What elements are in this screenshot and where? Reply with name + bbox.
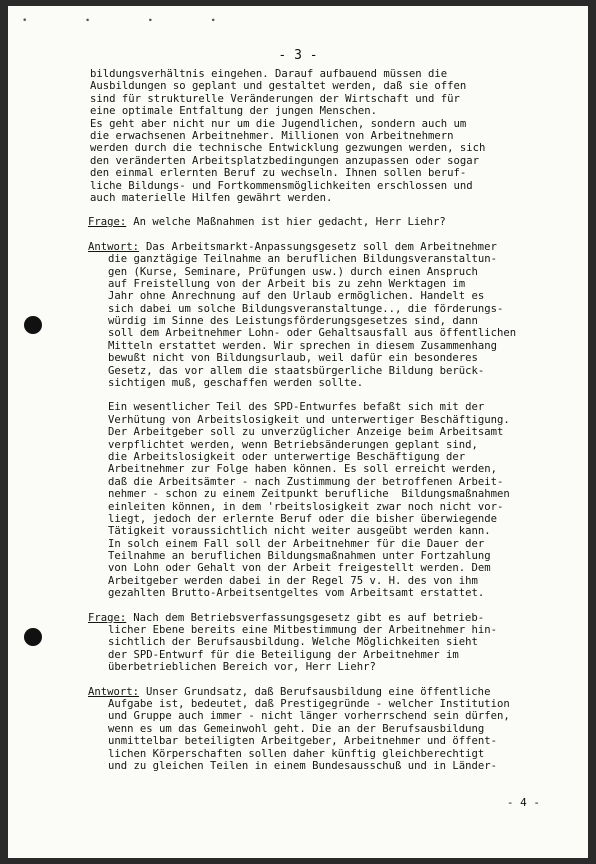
text-line: und Gruppe auch immer - nicht länger vorherrschend sein dürfen, [108, 710, 510, 723]
text-line: Ein wesentlicher Teil des SPD-Entwurfes befaßt sich mit der [108, 401, 485, 414]
text-line: sichtigen muß, geschaffen werden sollte. [108, 377, 364, 390]
answer-label: Antwort: [88, 685, 140, 698]
text-line: Gesetz, das vor allem die staatsbürgerliche Bildung berück- [108, 364, 485, 377]
text-line: Es geht aber nicht nur um die Jugendlichen, sondern auch um [90, 117, 467, 130]
text-line: von Lohn oder Gehalt von der Arbeit freigestellt werden. Dem [108, 562, 491, 575]
text-line: den einmal erlernten Beruf zu wechseln. Ihnen sollen beruf- [90, 167, 467, 180]
text-line: Mitteln erstattet werden. Wir sprechen in diesem Zusammenhang [108, 339, 498, 352]
text-line: Jahr ohne Anrechnung auf den Urlaub ermöglichen. Handelt es [108, 290, 485, 303]
text-line: unmittelbar beteiligten Arbeitgeber, Arbeitnehmer und öffent- [108, 735, 498, 748]
text-line: überbetrieblichen Bereich vor, Herr Liehr? [108, 661, 376, 674]
question-label: Frage: [88, 216, 127, 229]
text-line: bewußt nicht von Bildungsurlaub, weil dafür ein besonderes [108, 352, 478, 365]
text-line: liche Bildungs- und Fortkommensmöglichkeiten erschlossen und [90, 179, 473, 192]
text-line: wenn es um das Gemeinwohl geht. Die an der Berufsausbildung [108, 722, 485, 735]
next-page-number: - 4 - [506, 796, 540, 809]
text-line: gezahlten Brutto-Arbeitsentgeltes vom Arbeitsamt erstattet. [108, 587, 485, 600]
text-line: soll dem Arbeitnehmer Lohn- oder Gehaltsausfall aus öffentlichen [108, 327, 517, 340]
question-label: Frage: [88, 611, 127, 624]
text-line: Arbeitgeber werden dabei in der Regel 75 v. H. des von ihm [108, 574, 478, 587]
text-line: licher Ebene bereits eine Mitbestimmung der Arbeitnehmer hin- [108, 624, 498, 637]
answer-2 [88, 686, 590, 773]
document-page [8, 6, 588, 858]
answer-label: Antwort: [88, 240, 140, 253]
page-number: - 3 - [278, 48, 318, 63]
text-line: sichtlich der Berufsausbildung. Welche Möglichkeiten sieht [108, 636, 478, 649]
text-line: werden durch die technische Entwicklung gezwungen werden, sich [90, 142, 486, 155]
text-line: einleiten können, in dem 'rbeitslosigkeit zwar noch nicht vor- [108, 500, 504, 513]
registration-marks: • ∙ ∙ ∙ [22, 16, 242, 26]
text-line: Unser Grundsatz, daß Berufsausbildung eine öffentliche [146, 685, 491, 698]
text-line: In solch einem Fall soll der Arbeitnehmer für die Dauer der [108, 537, 485, 550]
body-text [90, 68, 590, 772]
text-line: Ausbildungen so geplant und gestaltet werden, daß sie offen [90, 80, 467, 93]
text-line: die ganztägige Teilnahme an beruflichen Bildungsveranstaltun- [108, 253, 498, 266]
text-line: Arbeitnehmer zur Folge haben können. Es soll erreicht werden, [108, 463, 498, 476]
paragraph-1 [90, 68, 590, 204]
answer-1 [88, 241, 590, 600]
text-line: würdig im Sinne des Leistungsförderungsgesetzes sind, dann [108, 315, 478, 328]
punch-hole-bottom [24, 628, 42, 646]
text-line: Das Arbeitsmarkt-Anpassungsgesetz soll dem Arbeitnehmer [146, 240, 497, 253]
text-line: auch materielle Hilfen gewährt werden. [90, 191, 333, 204]
question-2 [88, 612, 590, 674]
text-line: Teilnahme an beruflichen Bildungsmaßnahmen unter Fortzahlung [108, 550, 491, 563]
text-line: sich dabei um solche Bildungsveranstaltunge.., die förderungs- [108, 302, 504, 315]
text-line: Nach dem Betriebsverfassungsgesetz gibt es auf betrieb- [133, 611, 485, 624]
text-line: auf Freistellung von der Arbeit bis zu zehn Werktagen im [108, 277, 466, 290]
text-line: Aufgabe ist, bedeutet, daß Prestigegründe - welcher Institution [108, 698, 510, 711]
text-line: sind für strukturelle Veränderungen der Wirtschaft und für [90, 92, 460, 105]
text-line: verpflichtet werden, wenn Betriebsänderungen geplant sind, [108, 438, 478, 451]
text-line: der SPD-Entwurf für die Beteiligung der Arbeitnehmer im [108, 648, 459, 661]
text-line: eine optimale Entfaltung der jungen Menschen. [90, 105, 378, 118]
text-line: die Arbeitslosigkeit oder unterwertige Beschäftigung der [108, 450, 466, 463]
question-text: An welche Maßnahmen ist hier gedacht, Herr Liehr? [133, 216, 446, 229]
punch-hole-top [24, 316, 42, 334]
text-line: Verhütung von Arbeitslosigkeit und unterwertiger Beschäftigung. [108, 413, 510, 426]
text-line: gen (Kurse, Seminare, Prüfungen usw.) durch einen Anspruch [108, 265, 478, 278]
text-line: liegt, jedoch der erlernte Beruf oder die bisher überwiegende [108, 512, 498, 525]
text-line: und zu gleichen Teilen in einem Bundesausschuß und in Länder- [108, 759, 498, 772]
text-line: nehmer - schon zu einem Zeitpunkt berufliche Bildungsmaßnahmen [108, 488, 510, 501]
text-line: Tätigkeit voraussichtlich nicht weiter ausgeübt werden kann. [108, 525, 491, 538]
text-line: daß die Arbeitsämter - nach Zustimmung der betroffenen Arbeit- [108, 475, 504, 488]
text-line: lichen Körperschaften sollen daher künftig gleichberechtigt [108, 747, 485, 760]
text-line: den veränderten Arbeitsplatzbedingungen anzupassen oder sogar [90, 154, 480, 167]
question-1 [88, 216, 590, 228]
text-line: bildungsverhältnis eingehen. Darauf aufbauend müssen die [90, 68, 448, 80]
text-line: Der Arbeitgeber soll zu unverzüglicher Anzeige beim Arbeitsamt [108, 426, 504, 439]
text-line: die erwachsenen Arbeitnehmer. Millionen von Arbeitnehmern [90, 129, 454, 142]
